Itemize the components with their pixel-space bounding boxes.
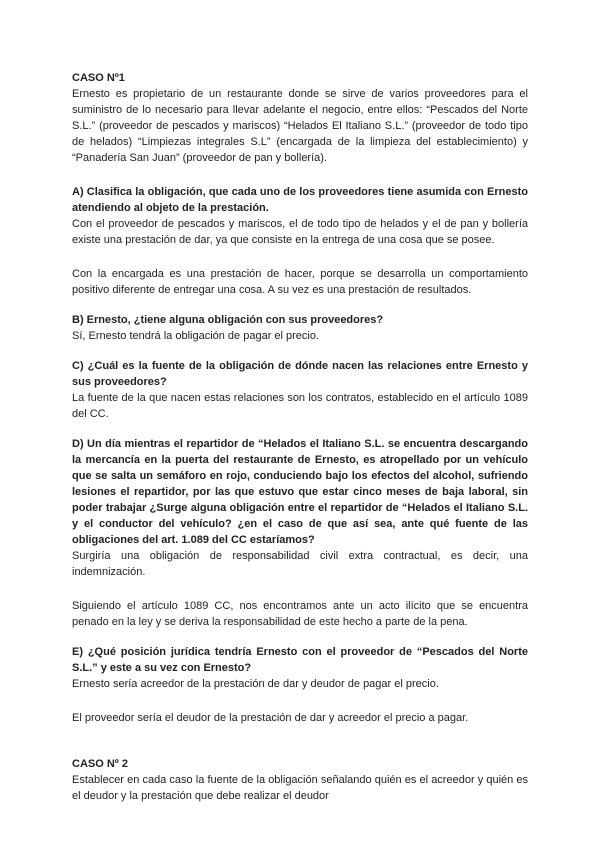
question-d: D) Un día mientras el repartidor de “Helados el Italiano S.L. se encuentra descargando la mercancía en la puerta del restaurante de Ernesto, es atropellado por un vehículo que se salta un semáforo en rojo, conduciendo bajo los efectos del alcohol, sufriendo lesiones el repartidor, por las que estuvo que estar cinco meses de baja laboral, sin poder trabajar ¿Surge alguna obligación entre el repartidor de “Helados el Italiano S.L. y el conductor del vehículo? ¿en el caso de que así sea, ante qué fuente de las obligaciones del art. 1.089 del CC estaríamos? [72,438,528,546]
answer-a-1: Con el proveedor de pescados y mariscos, el de todo tipo de helados y el de pan y bollería existe una prestación de dar, ya que consiste en la entrega de una cosa que se posee. [72,218,528,246]
question-c: C) ¿Cuál es la fuente de la obligación de dónde nacen las relaciones entre Ernesto y sus proveedores? [72,360,528,388]
answer-a-2: Con la encargada es una prestación de hacer, porque se desarrolla un comportamiento positivo diferente de entregar una cosa. A su vez es una prestación de resultados. [72,268,528,296]
answer-d-2: Siguiendo el artículo 1089 CC, nos encontramos ante un acto ilícito que se encuentra penado en la ley y se deriva la responsabilidad de este hecho a parte de la pena. [72,600,528,628]
question-a: A) Clasifica la obligación, que cada uno de los proveedores tiene asumida con Ernesto atendiendo al objeto de la prestación. [72,186,528,214]
caso1-intro: Ernesto es propietario de un restaurante donde se sirve de varios proveedores para el suministro de lo necesario para llevar adelante el negocio, entre ellos: “Pescados del Norte S.L.” (proveedor de pescados y mariscos) “Helados El Italiano S.L.” (proveedor de todo tipo de helados) “Limpiezas integrales S.L” (encargada de la limpieza del establecimiento) y “Panadería San Juan” (proveedor de pan y bollería). [72,88,528,164]
answer-b: Sí, Ernesto tendrá la obligación de pagar el precio. [72,330,320,342]
answer-e-2: El proveedor sería el deudor de la prestación de dar y acreedor el precio a pagar. [72,712,469,724]
question-b: B) Ernesto, ¿tiene alguna obligación con sus proveedores? [72,314,384,326]
answer-c: La fuente de la que nacen estas relaciones son los contratos, establecido en el artículo 1089 del CC. [72,392,528,420]
question-e: E) ¿Qué posición jurídica tendría Ernesto con el proveedor de “Pescados del Norte S.L.” y este a su vez con Ernesto? [72,646,528,674]
caso2-intro: Establecer en cada caso la fuente de la obligación señalando quién es el acreedor y quién es el deudor y la prestación que debe realizar el deudor [72,774,528,802]
caso1-title: CASO Nº1 [72,72,125,84]
caso2-title: CASO Nº 2 [72,758,128,770]
answer-e-1: Ernesto sería acreedor de la prestación de dar y deudor de pagar el precio. [72,678,439,690]
answer-d-1: Surgiría una obligación de responsabilidad civil extra contractual, es decir, una indemnización. [72,550,528,578]
